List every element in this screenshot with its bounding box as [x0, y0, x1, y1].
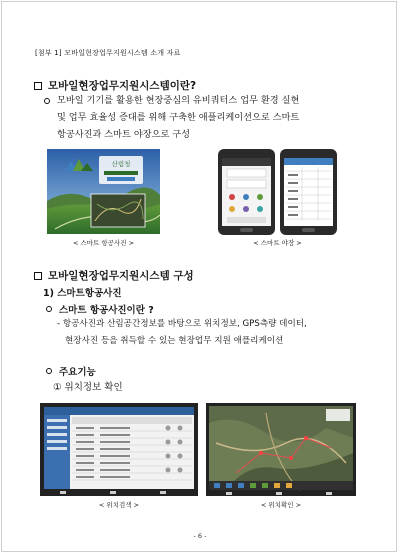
smart-aerial-desc-line2: 현장사진 등을 취득할 수 있는 현장업무 지원 애플리케이션 [65, 336, 284, 346]
checkbox-square-icon [34, 82, 42, 90]
smart-field-notebook-phone-1 [218, 149, 275, 235]
figure2-caption-left: < 위치검색 > [98, 501, 140, 509]
features-heading [46, 364, 96, 378]
figure1-caption-left: < 스마트 항공사진 > [72, 239, 135, 247]
smart-aerial-description [57, 316, 377, 350]
smart-aerial-desc-line1: - 항공사진과 산림공간정보를 바탕으로 위치정보, GPS측량 데이터, [57, 319, 307, 329]
section1-desc-line2: 및 업무 효율성 증대를 위해 구축한 애플리케이션으로 스마트 [57, 112, 300, 123]
section2-heading [34, 268, 194, 283]
section1-heading-text: 모바일현장업무지원시스템이란? [48, 80, 197, 92]
smart-aerial-definition-text: 스마트 항공사진이란 ? [59, 305, 154, 316]
smart-aerial-definition-heading [46, 302, 154, 316]
figure2-caption-right: < 위치확인 > [260, 501, 302, 509]
smart-aerial-photo-image [47, 149, 160, 234]
section2-heading-text: 모바일현장업무지원시스템 구성 [48, 270, 194, 282]
features-heading-text: 주요기능 [59, 367, 96, 378]
bullet-circle-icon [46, 306, 52, 312]
section1-desc-line1: 모바일 기기를 활용한 현장중심의 유비쿼터스 업무 환경 실현 [57, 95, 300, 106]
checkbox-square-icon [34, 272, 42, 280]
bullet-circle-icon [46, 368, 52, 374]
section1-desc-line3: 항공사진과 스마트 야장으로 구성 [57, 129, 191, 140]
feature-location-check: ① 위치정보 확인 [53, 382, 123, 393]
smart-field-notebook-phone-2 [280, 149, 337, 235]
page-number: - 6 - [193, 532, 207, 540]
section1-heading [34, 78, 196, 93]
bullet-circle-icon [44, 98, 50, 104]
logo-text: 산림청 [111, 160, 131, 168]
section2-subheading: 1) 스마트항공사진 [43, 288, 122, 299]
attachment-title: [첨부 1] 모바일현장업무지원시스템 소개 자료 [35, 49, 181, 57]
figure1-caption-right: < 스마트 야장 > [253, 239, 302, 247]
location-check-screenshot [206, 403, 356, 496]
section1-description [44, 92, 374, 143]
location-search-screenshot [40, 403, 198, 496]
